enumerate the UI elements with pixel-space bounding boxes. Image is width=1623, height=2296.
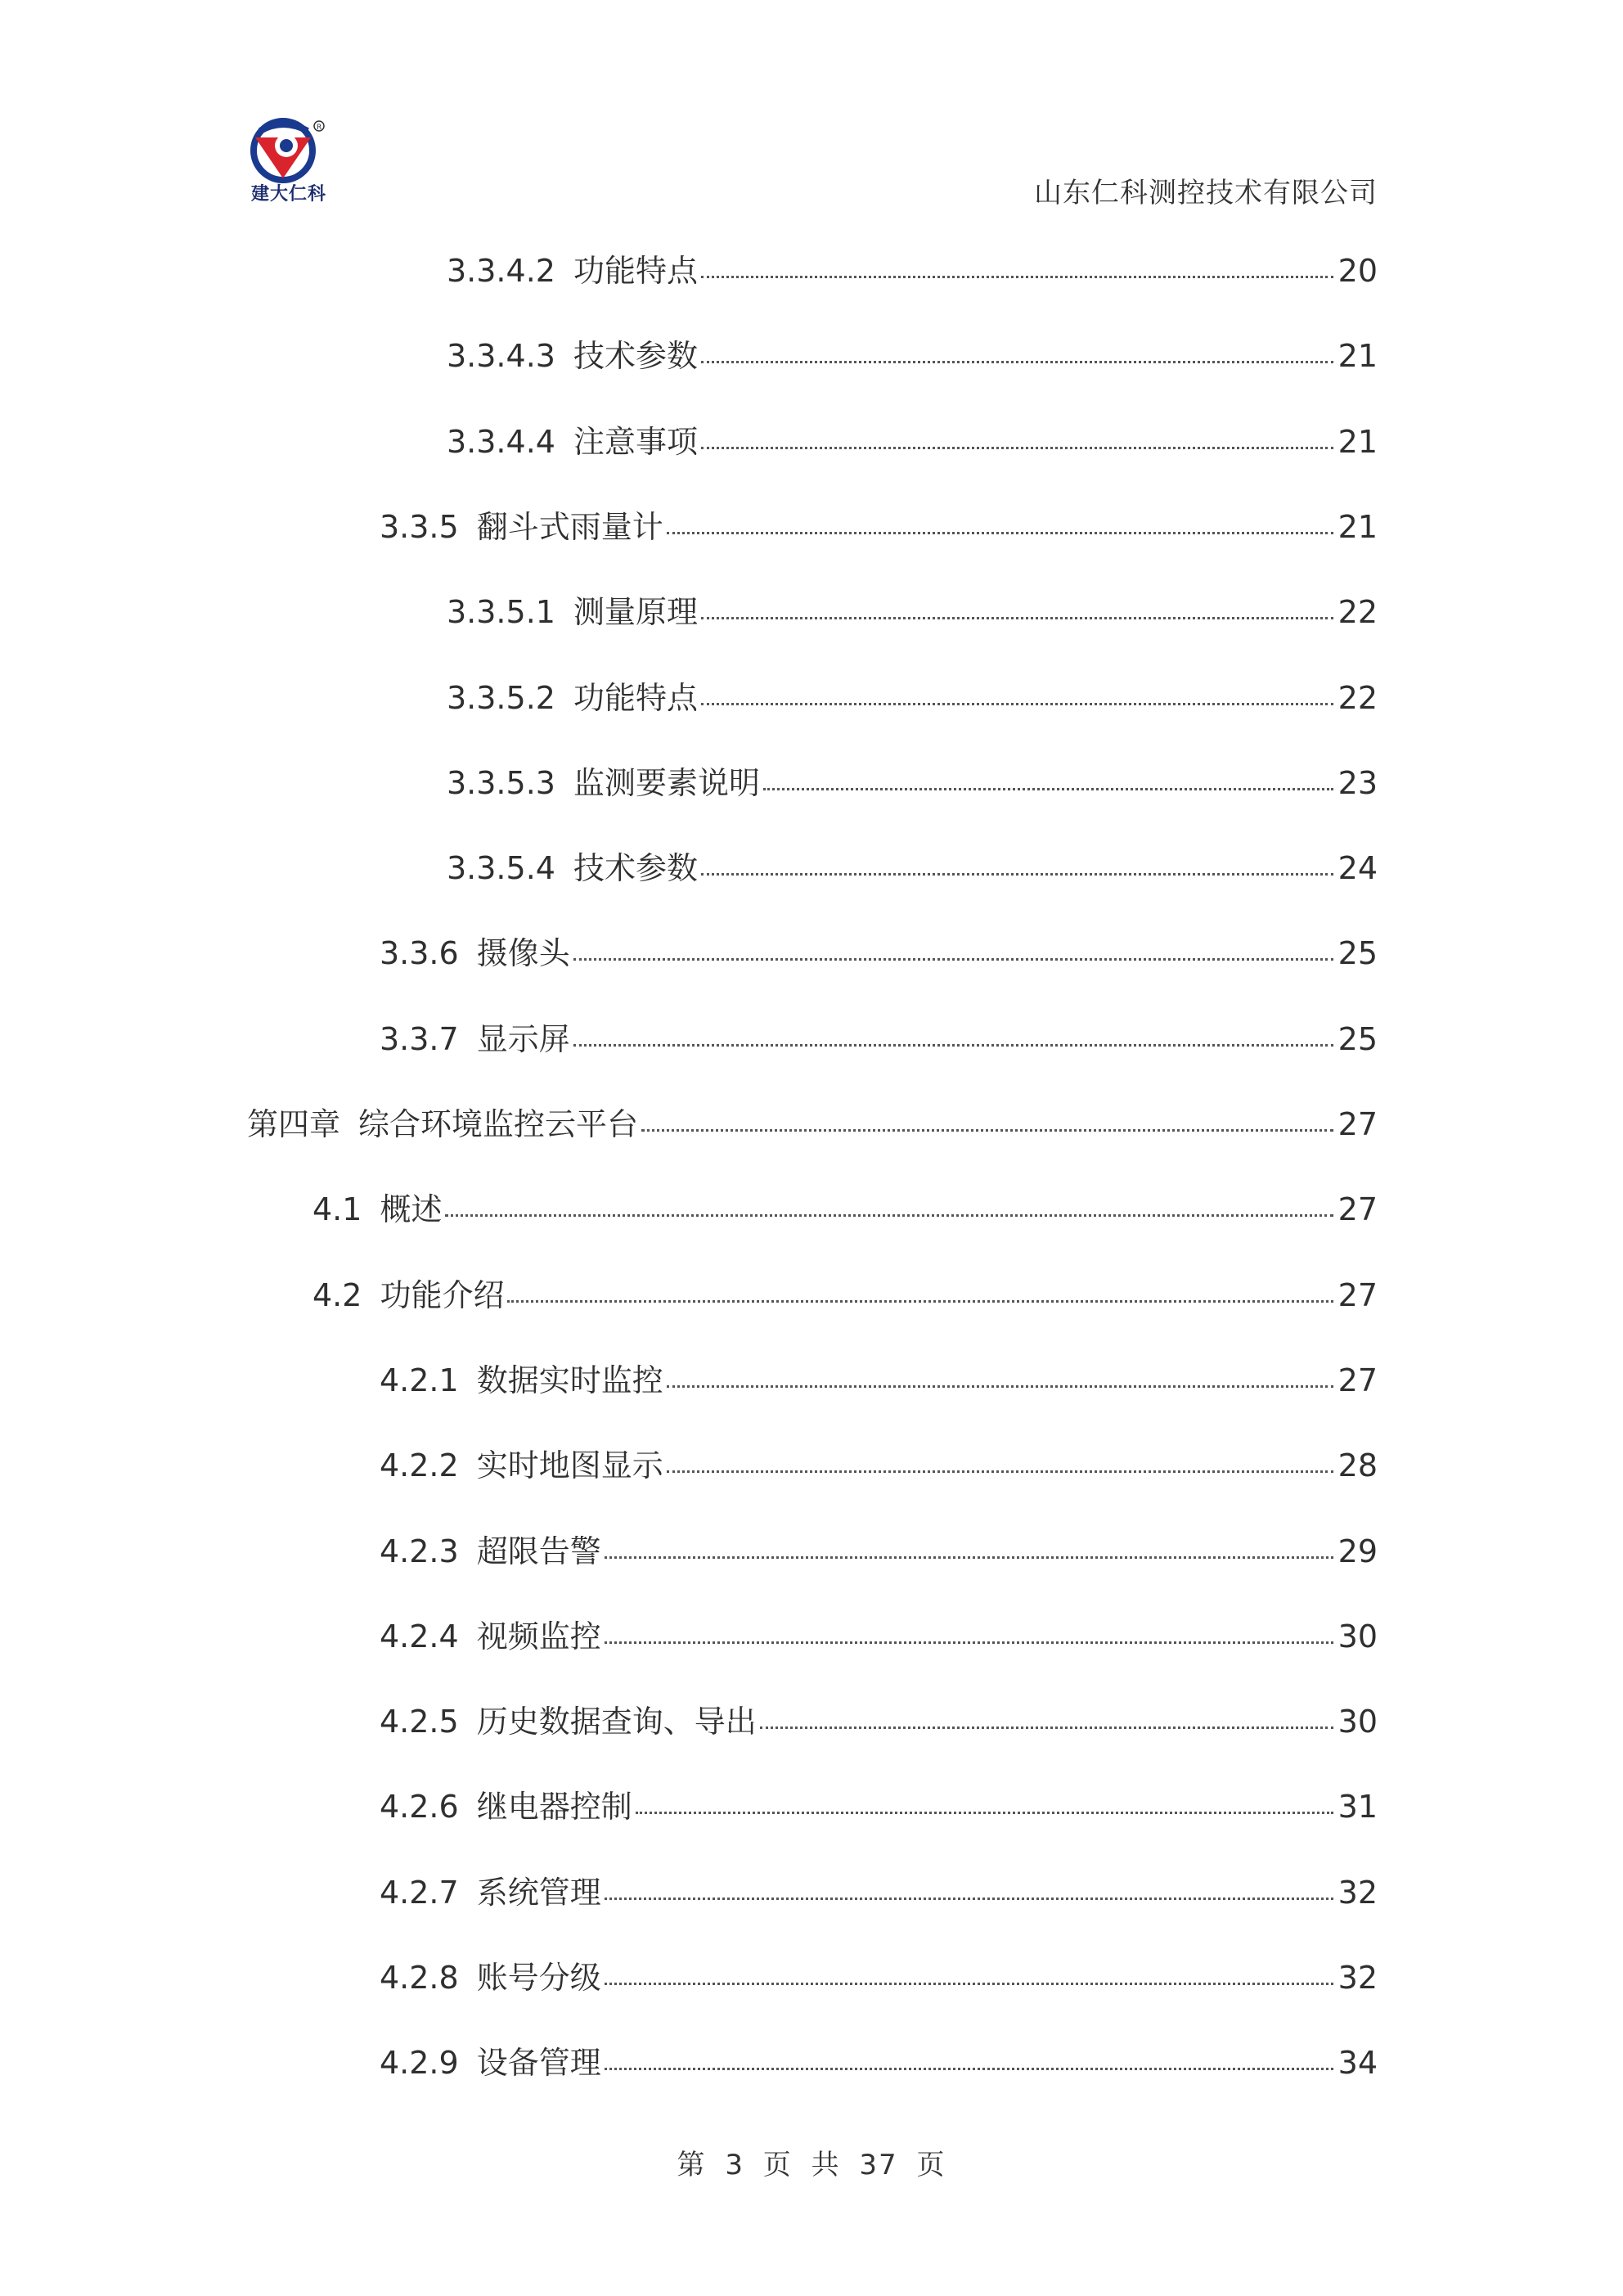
toc-entry[interactable] xyxy=(380,1688,1378,1740)
toc-entry-number: 第四章 xyxy=(247,1106,341,1142)
toc-entry-number: 4.2.5 xyxy=(380,1704,459,1740)
toc-dot-leader xyxy=(701,276,1333,278)
toc-entry-number: 4.2.2 xyxy=(380,1447,459,1483)
toc-entry-title: 技术参数 xyxy=(573,338,698,374)
toc-dot-leader xyxy=(636,1812,1333,1814)
toc-page-number: 27 xyxy=(1338,1362,1378,1398)
toc-entry-title: 实时地图显示 xyxy=(476,1447,663,1483)
toc-entry[interactable] xyxy=(447,237,1378,289)
toc-dot-leader xyxy=(507,1300,1333,1303)
toc-dot-leader xyxy=(701,703,1333,705)
toc-page-number: 20 xyxy=(1338,253,1378,289)
toc-entry-number: 4.2.3 xyxy=(380,1533,459,1569)
toc-entry[interactable] xyxy=(447,664,1378,714)
toc-entry-title: 数据实时监控 xyxy=(476,1362,663,1398)
toc-dot-leader xyxy=(605,1983,1333,1985)
toc-entry-title: 摄像头 xyxy=(476,935,570,971)
toc-entry[interactable] xyxy=(447,835,1378,884)
toc-entry[interactable] xyxy=(447,579,1378,628)
toc-entry-number: 4.2.9 xyxy=(380,2045,459,2081)
toc-entry-title: 监测要素说明 xyxy=(573,765,760,801)
toc-dot-leader xyxy=(605,2068,1333,2070)
toc-entry-title: 功能特点 xyxy=(573,253,698,289)
toc-dot-leader xyxy=(605,1641,1333,1644)
toc-entry-number: 4.2.7 xyxy=(380,1875,459,1911)
toc-page-number: 31 xyxy=(1338,1789,1378,1825)
toc-entry-title: 设备管理 xyxy=(476,2045,601,2081)
toc-dot-leader xyxy=(605,1898,1333,1900)
toc-dot-leader xyxy=(667,1385,1333,1388)
toc-page-number: 23 xyxy=(1338,765,1378,801)
toc-entry[interactable] xyxy=(447,750,1378,799)
toc-entry-number: 3.3.7 xyxy=(380,1021,459,1057)
toc-entry-number: 3.3.5.3 xyxy=(447,765,555,801)
page-footer: 第 3 页 共 37 页 xyxy=(677,2149,946,2181)
toc-entry[interactable] xyxy=(247,1091,1378,1140)
toc-dot-leader xyxy=(701,361,1333,363)
toc-entry[interactable] xyxy=(380,1773,1378,1825)
toc-entry-title: 功能介绍 xyxy=(380,1277,505,1313)
toc-page-number: 32 xyxy=(1338,1960,1378,1996)
toc-entry-title: 概述 xyxy=(380,1191,443,1227)
toc-dot-leader xyxy=(445,1214,1333,1217)
toc-page-number: 25 xyxy=(1338,1021,1378,1057)
toc-entry-title: 翻斗式雨量计 xyxy=(476,509,663,545)
toc-entry[interactable] xyxy=(380,493,1378,545)
toc-page-number: 21 xyxy=(1338,424,1378,460)
toc-page-number: 21 xyxy=(1338,338,1378,374)
toc-entry[interactable] xyxy=(380,920,1378,969)
toc-entry[interactable] xyxy=(380,1006,1378,1055)
toc-entry-number: 3.3.5.1 xyxy=(447,594,555,630)
toc-entry[interactable] xyxy=(380,1944,1378,1996)
toc-entry-number: 4.1 xyxy=(312,1191,362,1227)
toc-page-number: 34 xyxy=(1338,2045,1378,2081)
toc-dot-leader xyxy=(573,958,1333,961)
toc-entry-number: 3.3.5.2 xyxy=(447,680,555,716)
toc-page-number: 27 xyxy=(1338,1277,1378,1313)
toc-page-number: 29 xyxy=(1338,1533,1378,1569)
toc-dot-leader xyxy=(760,1727,1333,1729)
toc-page-number: 21 xyxy=(1338,509,1378,545)
toc-entry-title: 历史数据查询、导出 xyxy=(476,1704,757,1740)
toc-entry-number: 3.3.5 xyxy=(380,509,459,545)
toc-entry-title: 账号分级 xyxy=(476,1960,601,1996)
toc-entry-number: 4.2.1 xyxy=(380,1362,459,1398)
toc-page-number: 27 xyxy=(1338,1191,1378,1227)
toc-entry[interactable] xyxy=(380,1518,1378,1567)
toc-dot-leader xyxy=(667,1470,1333,1473)
toc-entry[interactable] xyxy=(447,322,1378,374)
toc-entry[interactable] xyxy=(380,1859,1378,1911)
toc-entry-number: 3.3.6 xyxy=(380,935,459,971)
toc-entry-number: 4.2 xyxy=(312,1277,362,1313)
toc-page-number: 22 xyxy=(1338,680,1378,716)
toc-entry[interactable] xyxy=(380,1347,1378,1396)
toc-page-number: 22 xyxy=(1338,594,1378,630)
toc-entry-number: 4.2.8 xyxy=(380,1960,459,1996)
toc-entry-title: 注意事项 xyxy=(573,424,698,460)
toc-entry-number: 4.2.4 xyxy=(380,1618,459,1654)
toc-dot-leader xyxy=(701,447,1333,449)
toc-page-number: 30 xyxy=(1338,1704,1378,1740)
toc-entry-title: 技术参数 xyxy=(573,850,698,886)
toc-dot-leader xyxy=(701,873,1333,876)
toc-entry-title: 超限告警 xyxy=(476,1533,601,1569)
toc-dot-leader xyxy=(667,532,1333,534)
toc-dot-leader xyxy=(701,617,1333,619)
toc-entry[interactable] xyxy=(380,1432,1378,1481)
toc-entry-title: 系统管理 xyxy=(476,1875,601,1911)
toc-entry-title: 综合环境监控云平台 xyxy=(358,1106,639,1142)
toc-entry-number: 3.3.4.2 xyxy=(447,253,555,289)
toc-dot-leader xyxy=(641,1129,1333,1132)
toc-entry-title: 继电器控制 xyxy=(476,1789,632,1825)
toc-dot-leader xyxy=(573,1044,1333,1047)
toc-entry-number: 3.3.4.3 xyxy=(447,338,555,374)
toc-page-number: 27 xyxy=(1338,1106,1378,1142)
toc-entry-number: 4.2.6 xyxy=(380,1789,459,1825)
toc-entry[interactable] xyxy=(380,2029,1378,2081)
toc-entry-title: 视频监控 xyxy=(476,1618,601,1654)
logo-text: 建大仁科 xyxy=(250,184,326,205)
toc-entry-number: 3.3.5.4 xyxy=(447,850,555,886)
toc-entry[interactable] xyxy=(447,408,1378,460)
svg-text:R: R xyxy=(317,124,322,132)
toc-entry[interactable] xyxy=(312,1262,1378,1311)
toc-entry[interactable] xyxy=(380,1603,1378,1652)
toc-entry[interactable] xyxy=(312,1176,1378,1225)
toc-page-number: 24 xyxy=(1338,850,1378,886)
toc-entry-title: 显示屏 xyxy=(476,1021,570,1057)
toc-dot-leader xyxy=(605,1556,1333,1559)
toc-page-number: 25 xyxy=(1338,935,1378,971)
toc-entry-title: 测量原理 xyxy=(573,594,698,630)
company-name: 山东仁科测控技术有限公司 xyxy=(1034,177,1378,209)
toc-page-number: 28 xyxy=(1338,1447,1378,1483)
toc-entry-title: 功能特点 xyxy=(573,680,698,716)
toc-entry-number: 3.3.4.4 xyxy=(447,424,555,460)
toc-dot-leader xyxy=(763,788,1333,790)
toc-page-number: 30 xyxy=(1338,1618,1378,1654)
toc-page-number: 32 xyxy=(1338,1875,1378,1911)
